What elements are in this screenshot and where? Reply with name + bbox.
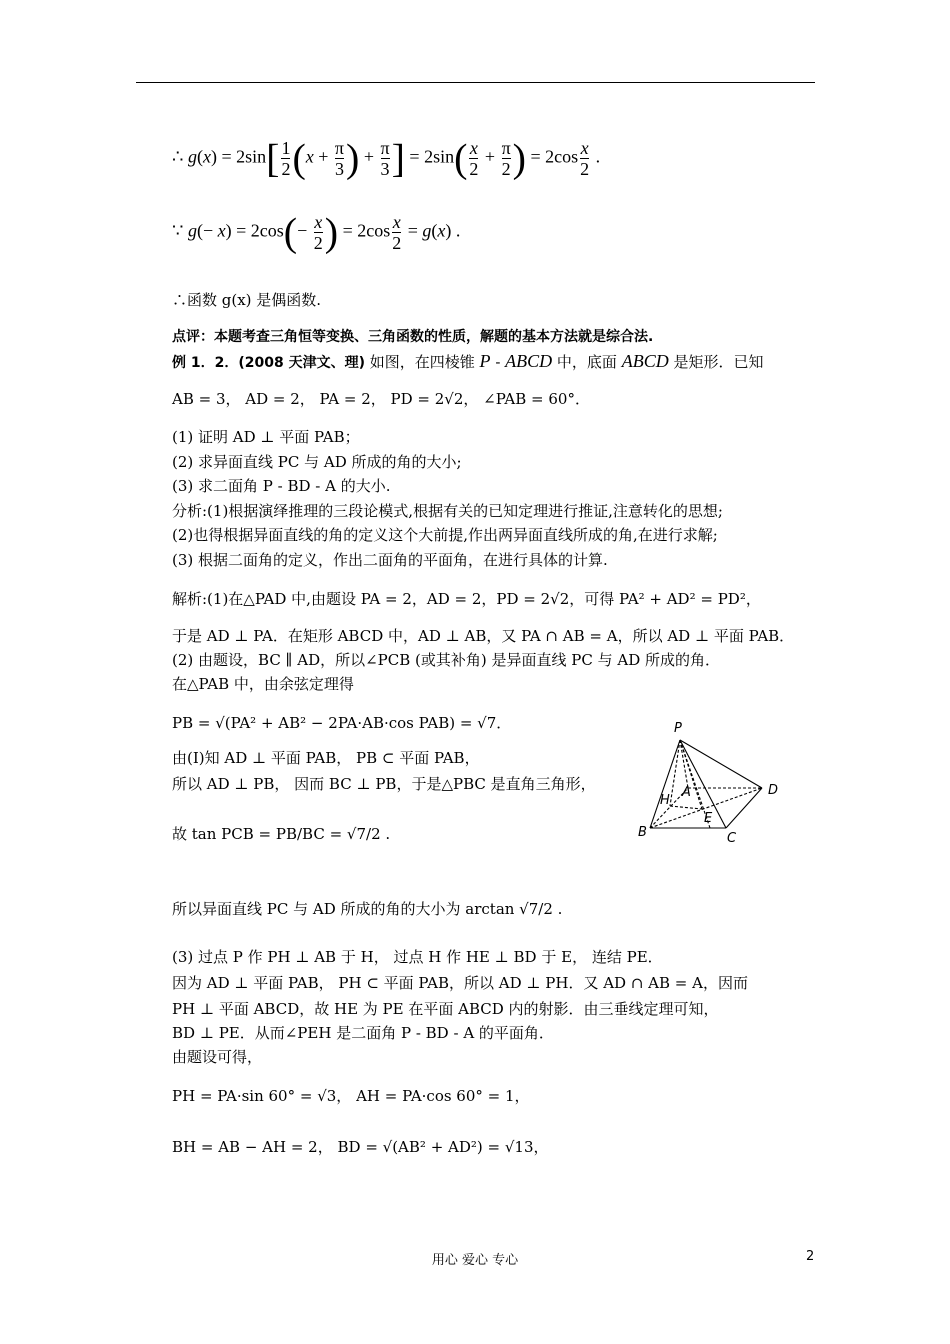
vertex-label-h: H — [660, 793, 670, 808]
solution-line-5: PB = √(PA² + AB² − 2PA·AB·cos PAB) = √7． — [172, 714, 512, 732]
comment: 点评：本题考查三角恒等变换、三角函数的性质，解题的基本方法就是综合法. — [172, 329, 654, 345]
solution-line-8: 故 tan PCB = PB/BC = √7/2 . — [172, 825, 391, 843]
solution-line-7: 所以 AD ⊥ PB， 因而 BC ⊥ PB，于是△PBC 是直角三角形， — [172, 775, 596, 793]
solution-line-9: 所以异面直线 PC 与 AD 所成的角的大小为 arctan √7/2 . — [172, 900, 563, 918]
question-3: (3) 求二面角 P - BD - A 的大小. — [172, 477, 391, 495]
header-rule — [136, 82, 815, 83]
analysis-1: 分析:(1)根据演绎推理的三段论模式,根据有关的已知定理进行推证,注意转化的思想; — [172, 502, 723, 520]
vertex-label-p: P — [674, 721, 682, 736]
page-number: 2 — [806, 1249, 815, 1264]
solution-line-15: PH = PA·sin 60° = √3， AH = PA·cos 60° = 1， — [172, 1087, 530, 1105]
solution-line-4: 在△PAB 中，由余弦定理得 — [172, 675, 354, 693]
vertex-label-e: E — [704, 811, 713, 826]
equation-g-derivation: ∴ g(x) = 2sin[ $\frac{1}{2}$ (x + $\frac{\pi}{3}$ ) + $\frac{\pi}{3}$ ] = 2sin( $\frac{x}{2}$ + $\frac{\pi}{2}$ ) = 2cos $\frac{x}{2}$ . — [172, 135, 601, 181]
solution-line-6: 由(Ⅰ)知 AD ⊥ 平面 PAB， PB ⊂ 平面 PAB， — [172, 749, 480, 767]
page-footer: 用心 爱心 专心 — [431, 1253, 519, 1268]
solution-line-2: 于是 AD ⊥ PA．在矩形 ABCD 中，AD ⊥ AB，又 PA ∩ AB = A，所以 AD ⊥ 平面 PAB． — [172, 627, 795, 645]
given-conditions: AB = 3， AD = 2， PA = 2， PD = 2√2， ∠PAB = 60°． — [172, 390, 590, 408]
solution-line-16: BH = AB − AH = 2， BD = √(AB² + AD²) = √13， — [172, 1138, 549, 1156]
analysis-2: (2)也得根据异面直线的角的定义这个大前提,作出两异面直线所成的角,在进行求解; — [172, 526, 718, 544]
solution-line-14: 由题设可得， — [172, 1048, 263, 1066]
solution-line-10: (3) 过点 P 作 PH ⊥ AB 于 H， 过点 H 作 HE ⊥ BD 于 E， 连结 PE． — [172, 948, 663, 966]
solution-line-1: 解析:(1)在△PAD 中,由题设 PA = 2，AD = 2，PD = 2√2，可得 PA² + AD² = PD²， — [172, 590, 761, 608]
example-intro: 例 1．2．(2008 天津文、理) 如图，在四棱锥 P - ABCD 中，底面 ABCD 是矩形．已知 — [172, 351, 764, 371]
question-2: (2) 求异面直线 PC 与 AD 所成的角的大小; — [172, 453, 462, 471]
vertex-label-a: A — [682, 785, 691, 800]
conclusion-even: ∴函数 g(x) 是偶函数. — [172, 291, 322, 309]
vertex-label-b: B — [638, 825, 647, 840]
solution-line-13: BD ⊥ PE．从而∠PEH 是二面角 P - BD - A 的平面角． — [172, 1024, 554, 1042]
equation-g-even: ∵ g(− x) = 2cos(− $\frac{x}{2}$ ) = 2cos $\frac{x}{2}$ = g(x) . — [172, 209, 461, 255]
solution-line-3: (2) 由题设，BC ∥ AD，所以∠PCB (或其补角) 是异面直线 PC 与 AD 所成的角． — [172, 651, 721, 669]
pyramid-figure — [636, 718, 796, 848]
vertex-label-d: D — [768, 783, 779, 798]
analysis-3: (3) 根据二面角的定义，作出二面角的平面角，在进行具体的计算. — [172, 551, 608, 569]
question-1: (1) 证明 AD ⊥ 平面 PAB； — [172, 428, 360, 446]
vertex-label-c: C — [727, 831, 737, 846]
solution-line-11: 因为 AD ⊥ 平面 PAB， PH ⊂ 平面 PAB，所以 AD ⊥ PH．又 AD ∩ AB = A，因而 — [172, 974, 748, 992]
solution-line-12: PH ⊥ 平面 ABCD，故 HE 为 PE 在平面 ABCD 内的射影．由三垂线定理可知， — [172, 1000, 719, 1018]
